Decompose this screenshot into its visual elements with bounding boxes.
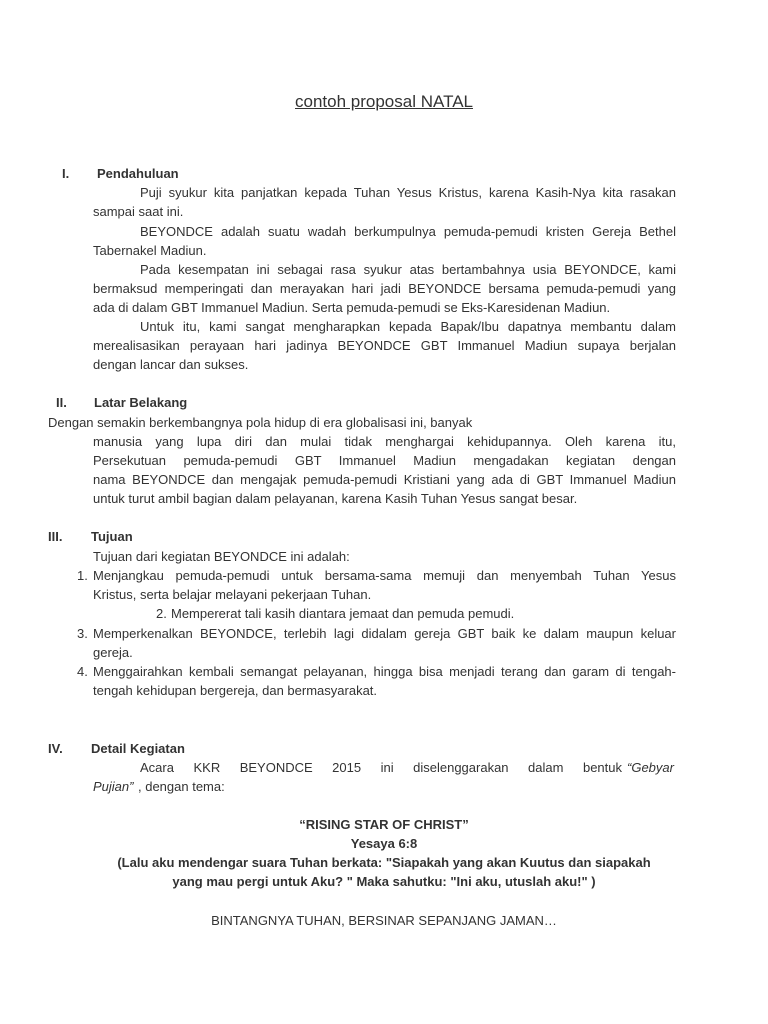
section-1-line: sampai saat ini. [93, 204, 184, 219]
section-4-line: Acara KKR BEYONDCE 2015 ini diselenggarakan dalam bentuk [140, 760, 622, 775]
section-1-number: I. [62, 166, 70, 181]
section-4-line-italic: “Gebyar [627, 760, 674, 775]
list-item-continued: gereja. [93, 645, 133, 660]
section-1-line: Pada kesempatan ini sebagai rasa syukur atas bertambahnya usia BEYONDCE, kami [140, 262, 676, 277]
section-1-line: Puji syukur kita panjatkan kepada Tuhan Yesus Kristus, karena Kasih-Nya kita rasakan [140, 185, 676, 200]
section-4-line-italic: Pujian” [93, 779, 134, 794]
list-item-number: 1. [77, 568, 88, 583]
section-3-number: III. [48, 529, 63, 544]
list-item: Memperkenalkan BEYONDCE, terlebih lagi didalam gereja GBT baik ke dalam maupun keluar [93, 626, 676, 641]
verse-quote: yang mau pergi untuk Aku? " Maka sahutku: "Ini aku, utuslah aku!" ) [172, 874, 596, 889]
section-2-line: nama BEYONDCE dan mengajak pemuda-pemudi Kristiani yang ada di GBT Immanuel Madiun [93, 472, 676, 487]
section-1-line: BEYONDCE adalah suatu wadah berkumpulnya pemuda-pemudi kristen Gereja Bethel [140, 224, 676, 239]
list-item-number: 4. [77, 664, 88, 679]
section-2-number: II. [56, 395, 67, 410]
section-3-heading: Tujuan [91, 529, 133, 544]
section-1-line: bermaksud memperingati dan merayakan hari jadi BEYONDCE bersama pemuda-pemudi yang [93, 281, 676, 296]
section-2-line: untuk turut ambil bagian dalam pelayanan, karena Kasih Tuhan Yesus sangat besar. [93, 491, 578, 506]
section-1-line: Untuk itu, kami sangat mengharapkan kepada Bapak/Ibu dapatnya membantu dalam [140, 319, 676, 334]
tagline: BINTANGNYA TUHAN, BERSINAR SEPANJANG JAMAN… [211, 913, 557, 928]
section-4-heading: Detail Kegiatan [91, 741, 185, 756]
section-2-line: manusia yang lupa diri dan mulai tidak menghargai kehidupannya. Oleh karena itu, [93, 434, 676, 449]
section-1-line: dengan lancar dan sukses. [93, 357, 249, 372]
verse-quote: (Lalu aku mendengar suara Tuhan berkata: "Siapakah yang akan Kuutus dan siapakah [117, 855, 651, 870]
section-1-line: merealisasikan perayaan hari jadinya BEYONDCE GBT Immanuel Madiun supaya berjalan [93, 338, 676, 353]
page-title: contoh proposal NATAL [295, 92, 473, 111]
section-1-heading: Pendahuluan [97, 166, 179, 181]
section-1-line: Tabernakel Madiun. [93, 243, 207, 258]
list-item: Mempererat tali kasih diantara jemaat dan pemuda pemudi. [171, 606, 515, 621]
verse-reference: Yesaya 6:8 [350, 836, 418, 851]
section-4-number: IV. [48, 741, 63, 756]
section-2-heading: Latar Belakang [94, 395, 188, 410]
section-4-line: , dengan tema: [138, 779, 225, 794]
list-item: Menjangkau pemuda-pemudi untuk bersama-sama memuji dan menyembah Tuhan Yesus [93, 568, 676, 583]
section-2-line: Dengan semakin berkembangnya pola hidup di era globalisasi ini, banyak [48, 415, 473, 430]
section-2-line: Persekutuan pemuda-pemudi GBT Immanuel Madiun mengadakan kegiatan dengan [93, 453, 676, 468]
list-item: Menggairahkan kembali semangat pelayanan, hingga bisa menjadi terang dan garam di tengah- [93, 664, 676, 679]
list-item-continued: tengah kehidupan bergereja, dan bermasyarakat. [93, 683, 378, 698]
list-item-continued: Kristus, serta belajar melayani pekerjaan Tuhan. [93, 587, 372, 602]
list-item-number: 3. [77, 626, 88, 641]
section-3-intro: Tujuan dari kegiatan BEYONDCE ini adalah: [93, 549, 350, 564]
theme-title: “RISING STAR OF CHRIST” [299, 817, 469, 832]
section-1-line: ada di dalam GBT Immanuel Madiun. Serta pemuda-pemudi se Eks-Karesidenan Madiun. [93, 300, 611, 315]
list-item-number: 2. [156, 606, 167, 621]
